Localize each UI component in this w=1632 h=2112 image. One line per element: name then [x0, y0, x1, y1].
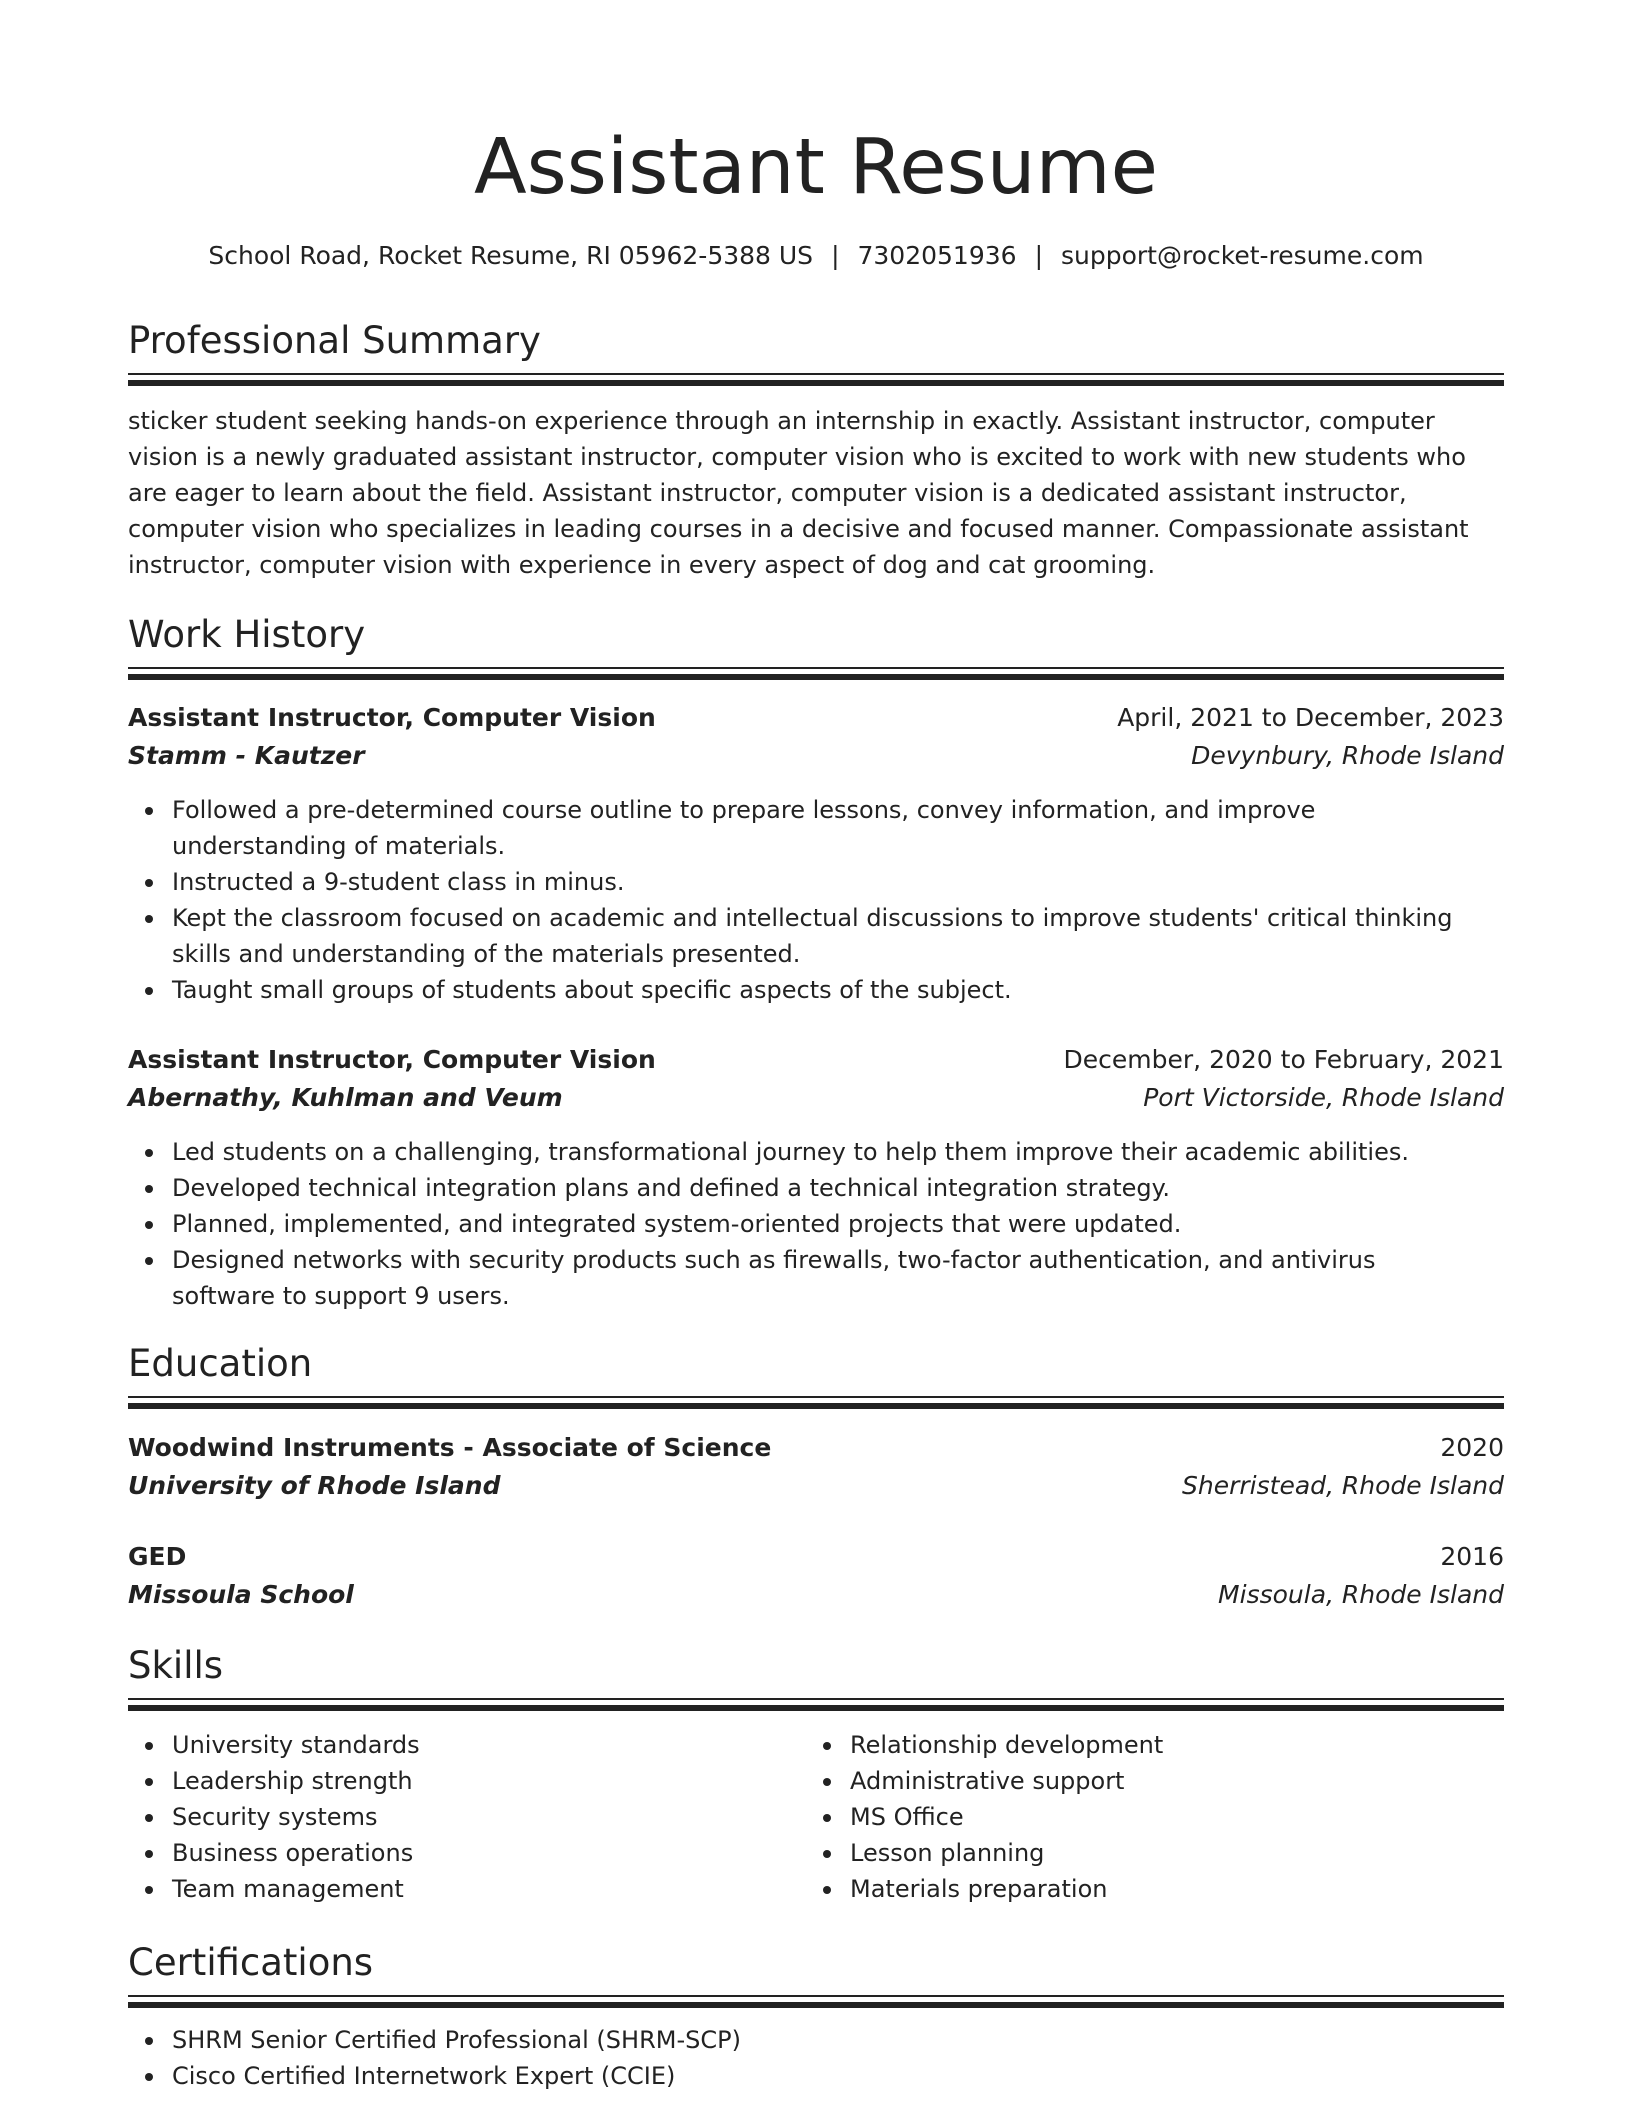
job-dates: December, 2020 to February, 2021: [1063, 1044, 1504, 1074]
certifications-list: [128, 2022, 1484, 2094]
education-year: 2020: [1440, 1432, 1504, 1462]
list-item: Materials preparation: [806, 1871, 1466, 1907]
list-item: Leadership strength: [128, 1763, 788, 1799]
list-item: Lesson planning: [806, 1835, 1466, 1871]
education-heading: Education: [128, 1342, 313, 1385]
list-item: Led students on a challenging, transformational journey to help them improve their academic abilities.: [128, 1134, 1484, 1170]
skills-heading: Skills: [128, 1644, 224, 1687]
section-divider: [128, 1995, 1504, 2008]
job-subheader: [128, 1078, 1504, 1116]
list-item: Administrative support: [806, 1763, 1466, 1799]
contact-separator: |: [1034, 241, 1043, 270]
education-school: University of Rhode Island: [128, 1470, 501, 1500]
list-item: Security systems: [128, 1799, 788, 1835]
resume-title: Assistant Resume: [474, 123, 1158, 212]
email: support@rocket-resume.com: [1061, 241, 1424, 270]
job-header: [128, 698, 1504, 736]
section-divider: [128, 667, 1504, 680]
job-location: Devynbury, Rhode Island: [1191, 740, 1504, 770]
education-school: Missoula School: [128, 1579, 354, 1609]
list-item: Taught small groups of students about specific aspects of the subject.: [128, 972, 1484, 1008]
education-location: Sherristead, Rhode Island: [1182, 1470, 1504, 1500]
list-item: Kept the classroom focused on academic and intellectual discussions to improve students' critical thinking skills and understanding of the materials presented.: [128, 900, 1484, 972]
list-item: University standards: [128, 1727, 788, 1763]
section-divider: [128, 1698, 1504, 1711]
job-company: Stamm - Kautzer: [128, 740, 365, 770]
list-item: Cisco Certified Internetwork Expert (CCIE): [128, 2058, 1484, 2094]
work-history-heading: Work History: [128, 613, 366, 656]
education-header: [128, 1428, 1504, 1466]
list-item: Team management: [128, 1871, 788, 1907]
contact-line: [0, 238, 1632, 274]
skills-list-right: [806, 1727, 1466, 1907]
list-item: Business operations: [128, 1835, 788, 1871]
education-header: [128, 1537, 1504, 1575]
education-subheader: [128, 1466, 1504, 1504]
summary-heading: Professional Summary: [128, 319, 541, 362]
list-item: Instructed a 9-student class in minus.: [128, 864, 1484, 900]
job-title: Assistant Instructor, Computer Vision: [128, 702, 656, 732]
job-title: Assistant Instructor, Computer Vision: [128, 1044, 656, 1074]
list-item: Designed networks with security products such as firewalls, two-factor authentication, and antivirus software to support 9 users.: [128, 1242, 1484, 1314]
contact-separator: |: [831, 241, 840, 270]
job-company: Abernathy, Kuhlman and Veum: [128, 1082, 563, 1112]
job-bullets: [128, 1134, 1484, 1314]
certifications-heading: Certifications: [128, 1941, 374, 1984]
list-item: SHRM Senior Certified Professional (SHRM-SCP): [128, 2022, 1484, 2058]
job-header: [128, 1040, 1504, 1078]
education-location: Missoula, Rhode Island: [1218, 1579, 1504, 1609]
education-year: 2016: [1440, 1541, 1504, 1571]
section-divider: [128, 1396, 1504, 1409]
list-item: Planned, implemented, and integrated system-oriented projects that were updated.: [128, 1206, 1484, 1242]
list-item: Developed technical integration plans and defined a technical integration strategy.: [128, 1170, 1484, 1206]
job-location: Port Victorside, Rhode Island: [1143, 1082, 1504, 1112]
list-item: Followed a pre-determined course outline to prepare lessons, convey information, and improve understanding of materials.: [128, 792, 1484, 864]
list-item: MS Office: [806, 1799, 1466, 1835]
education-subheader: [128, 1575, 1504, 1613]
job-subheader: [128, 736, 1504, 774]
education-degree: GED: [128, 1541, 187, 1571]
summary-text: sticker student seeking hands-on experience through an internship in exactly. Assistant instructor, computer vision is a newly graduated assistant instructor, computer vision who is excited to work with new students who are eager to learn about the field. Assistant instructor, computer vision is a dedicated assistant instructor, computer vision who specializes in leading courses in a decisive and focused manner. Compassionate assistant instructor, computer vision with experience in every aspect of dog and cat grooming.: [128, 407, 1469, 579]
address: School Road, Rocket Resume, RI 05962-5388 US: [208, 241, 814, 270]
section-divider: [128, 373, 1504, 386]
education-degree: Woodwind Instruments - Associate of Science: [128, 1432, 772, 1462]
list-item: Relationship development: [806, 1727, 1466, 1763]
skills-list-left: [128, 1727, 788, 1907]
job-dates: April, 2021 to December, 2023: [1117, 702, 1504, 732]
job-bullets: [128, 792, 1484, 1008]
phone: 7302051936: [857, 241, 1017, 270]
